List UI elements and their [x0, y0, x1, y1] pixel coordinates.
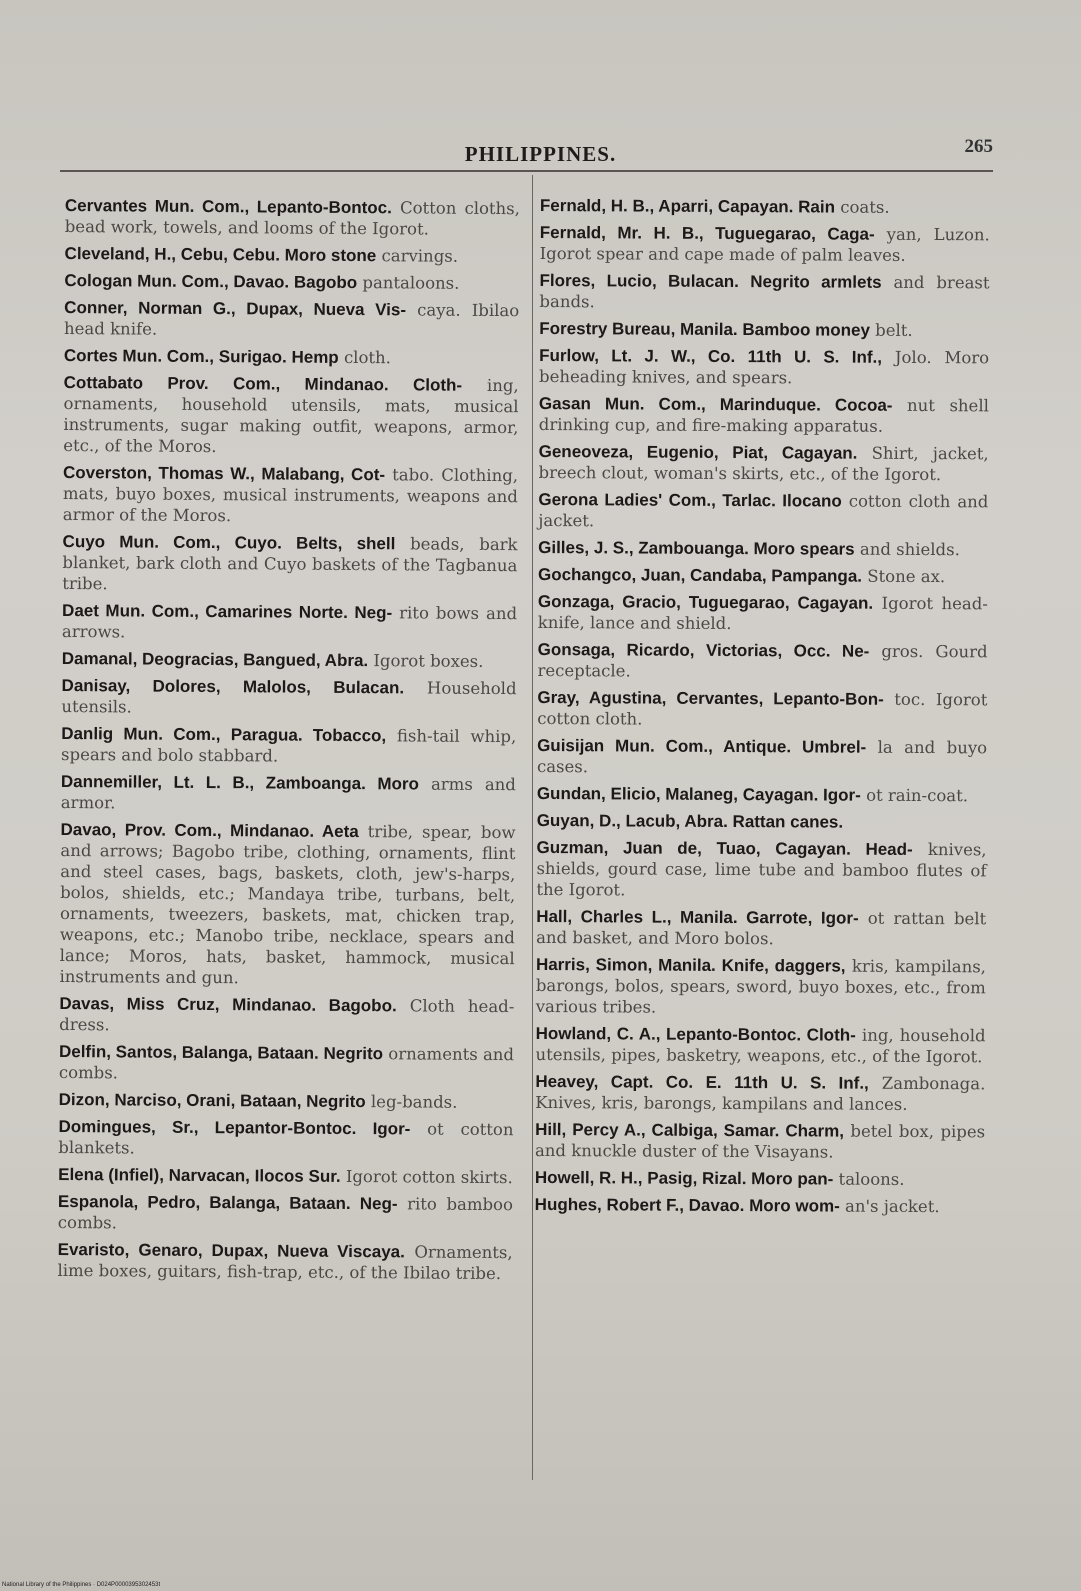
entry-desc: toc. Igorot cotton cloth. — [537, 689, 988, 729]
entry-desc: Igorot cotton skirts. — [345, 1166, 513, 1188]
entry-desc: leg-bands. — [370, 1092, 458, 1112]
entry-desc: taloons. — [838, 1169, 905, 1189]
list-item — [539, 345, 989, 389]
entry-name: Dannemiller, Lt. L. B., Zamboanga. Moro — [60, 771, 419, 794]
entry-desc: fish-tail whip, spears and bolo stabbard. — [61, 726, 517, 766]
entry-desc: Cloth head-dress. — [59, 996, 515, 1035]
entry-desc: nut shell drinking cup, and fire-making apparatus. — [538, 395, 989, 436]
right-column — [535, 195, 990, 1223]
list-item — [536, 906, 986, 950]
entry-desc: Igorot head-knife, lance and shield. — [537, 593, 988, 634]
list-item — [62, 648, 517, 672]
entry-name: Furlow, Lt. J. W., Co. 11th U. S. Inf., — [539, 345, 883, 367]
entry-desc: tabo. Clothing, mats, buyo boxes, musical instruments, weapons and armor of the Moros. — [62, 465, 519, 526]
entry-desc: caya. Ibilao head knife. — [64, 300, 520, 339]
list-item — [64, 270, 519, 294]
entry-name: Damanal, Deogracias, Bangued, Abra. — [61, 648, 369, 671]
entry-name: Forestry Bureau, Manila. Bamboo money — [539, 318, 870, 340]
entry-desc: rito bamboo combs. — [57, 1194, 514, 1233]
entry-desc: cotton cloth and jacket. — [538, 491, 989, 531]
entry-name: Davao, Prov. Com., Mindanao. Aeta — [60, 819, 359, 842]
list-item — [65, 195, 520, 240]
list-item — [59, 1041, 514, 1086]
entry-name: Conner, Norman G., Dupax, Nueva Vis- — [64, 297, 407, 320]
entry-desc: Household utensils. — [61, 678, 517, 717]
page-title: PHILIPPINES. — [464, 142, 617, 166]
entry-name: Dizon, Narciso, Orani, Bataan, Negrito — [58, 1089, 366, 1112]
page-number: 265 — [964, 136, 993, 157]
footer-note: National Library of the Philippines · D024P0000395302453t — [2, 1582, 161, 1588]
entry-desc: kris, kampilans, barongs, bolos, spears, sword, buyo boxes, etc., from various tribes. — [535, 956, 987, 1017]
entry-name: Cologan Mun. Com., Davao. Bagobo — [64, 270, 358, 293]
entry-desc: rito bows and arrows. — [61, 603, 518, 642]
entry-name: Gasan Mun. Com., Marinduque. Cocoa- — [538, 393, 893, 415]
entry-desc: la and buyo cases. — [536, 737, 988, 777]
list-item — [63, 372, 519, 459]
entry-name: Danisay, Dolores, Malolos, Bulacan. — [61, 675, 405, 698]
entry-name: Coverston, Thomas W., Malabang, Cot- — [62, 462, 386, 485]
entry-name: Fernald, H. B., Aparri, Capayan. Rain — [539, 195, 836, 217]
entry-name: Espanola, Pedro, Balanga, Bataan. Neg- — [57, 1191, 398, 1214]
entry-name: Fernald, Mr. H. B., Tuguegarao, Caga- — [539, 222, 875, 244]
entry-name: Daet Mun. Com., Camarines Norte. Neg- — [62, 600, 393, 623]
entry-desc: and shields. — [859, 539, 960, 560]
list-item — [538, 591, 988, 635]
entry-name: Hall, Charles L., Manila. Garrote, Igor- — [536, 906, 859, 928]
entry-name: Hughes, Robert F., Davao. Moro wom- — [534, 1194, 840, 1216]
entry-desc: Stone ax. — [867, 566, 946, 587]
entry-desc: Cotton cloths, bead work, towels, and looms of the Igorot. — [64, 198, 520, 239]
list-item — [58, 1191, 513, 1236]
entry-desc: tribe, spear, bow and arrows; Bagobo tribe, clothing, ornaments, flint and steel cases, bags, baskets, cloth, jew's-harps, bolos, shields, etc.; Mandaya tribe, turbans, belt, ornaments, tweezers, baskets, mat, chicken trap, weapons, etc.; Manobo tribe, necklace, spears and lance; Moros, hats, basket, hammock, musical instruments and gun. — [59, 822, 516, 988]
list-item — [537, 735, 987, 779]
list-item — [59, 1089, 514, 1113]
list-item — [536, 954, 986, 1019]
list-item — [64, 345, 519, 369]
entry-desc: ing, household utensils, pipes, basketry, weapons, etc., of the Igorot. — [535, 1025, 986, 1067]
entry-name: Geneoveza, Eugenio, Piat, Cagayan. — [538, 441, 858, 463]
list-item — [58, 1116, 513, 1161]
entry-desc: cloth. — [343, 347, 392, 368]
header-rule — [60, 170, 993, 172]
entry-desc: betel box, pipes and knuckle duster of the Visayans. — [534, 1121, 986, 1162]
list-item — [61, 723, 516, 768]
list-item — [539, 270, 989, 314]
list-item — [536, 837, 986, 902]
list-item — [540, 195, 990, 218]
list-item — [535, 1071, 985, 1115]
list-item — [61, 771, 516, 816]
entry-desc: knives, shields, gourd case, lime tube and bamboo flutes of the Igorot. — [536, 840, 987, 900]
entry-desc: yan, Luzon. Igorot spear and cape made of palm leaves. — [539, 224, 990, 265]
entry-name: Howland, C. A., Lepanto-Bontoc. Cloth- — [535, 1023, 856, 1045]
entry-desc: belt. — [875, 320, 913, 340]
entry-name: Howell, R. H., Pasig, Rizal. Moro pan- — [534, 1167, 834, 1189]
entry-desc: and breast bands. — [539, 272, 990, 312]
entry-name: Cervantes Mun. Com., Lepanto-Bontoc. — [64, 195, 392, 218]
entry-name: Gochangco, Juan, Candaba, Pampanga. — [537, 564, 863, 586]
list-item — [537, 687, 987, 731]
entry-name: Domingues, Sr., Lepantor-Bontoc. Igor- — [58, 1116, 411, 1139]
list-item — [537, 783, 987, 806]
entry-name: Harris, Simon, Manila. Knife, daggers, — [535, 954, 846, 976]
entry-desc: Shirt, jacket, breech clout, woman's skirts, etc., of the Igorot. — [538, 443, 989, 485]
entry-desc: Igorot boxes. — [373, 651, 484, 671]
list-item — [58, 1164, 513, 1188]
list-item — [59, 819, 515, 990]
entry-name: Elena (Infiel), Narvacan, Ilocos Sur. — [58, 1164, 341, 1186]
entry-name: Gundan, Elicio, Malaneg, Cayagan. Igor- — [536, 783, 861, 805]
list-item — [65, 243, 520, 267]
entry-name: Davas, Miss Cruz, Mindanao. Bagobo. — [59, 993, 397, 1016]
list-item — [535, 1167, 985, 1190]
entry-name: Cuyo Mun. Com., Cuyo. Belts, shell — [62, 531, 396, 554]
entry-desc: an's jacket. — [845, 1196, 940, 1217]
list-item — [64, 297, 519, 342]
entry-desc: gros. Gourd receptacle. — [537, 641, 988, 681]
entry-name: Danlig Mun. Com., Paragua. Tobacco, — [61, 723, 387, 746]
entry-name: Hill, Percy A., Calbiga, Samar. Charm, — [535, 1119, 845, 1141]
entry-desc: arms and armor. — [60, 774, 516, 813]
entry-desc: ot cotton blankets. — [58, 1119, 514, 1158]
list-item — [62, 600, 517, 645]
list-item — [540, 222, 990, 266]
entry-desc: ot rattan belt and basket, and Moro bolos. — [536, 908, 987, 949]
list-item — [57, 1239, 512, 1284]
entry-name: Guzman, Juan de, Tuao, Cagayan. Head- — [536, 837, 913, 859]
entry-name: Gonzaga, Gracio, Tuguegarao, Cagayan. — [537, 591, 874, 613]
list-item — [539, 393, 989, 437]
entry-name: Gerona Ladies' Com., Tarlac. Ilocano — [538, 489, 842, 511]
column-divider — [532, 175, 533, 1480]
entry-desc: Jolo. Moro beheading knives, and spears. — [538, 347, 990, 388]
entry-desc: Ornaments, lime boxes, guitars, fish-trap, etc., of the Ibilao tribe. — [57, 1242, 513, 1284]
entry-desc: coats. — [840, 197, 890, 217]
entry-desc: Zambonaga. Knives, kris, barongs, kampilans and lances. — [535, 1073, 986, 1114]
entry-name: Guyan, D., Lacub, Abra. Rattan canes. — [536, 810, 844, 832]
list-item — [537, 810, 987, 833]
list-item — [539, 318, 989, 341]
list-item — [59, 993, 514, 1038]
entry-desc: ing, ornaments, household utensils, mats, musical instruments, sugar making outfit, weapons, armor, etc., of the Moros. — [63, 375, 519, 457]
list-item — [535, 1023, 985, 1067]
list-item — [538, 441, 988, 485]
entry-name: Delfin, Santos, Balanga, Bataan. Negrito — [58, 1041, 384, 1064]
entry-name: Cottabato Prov. Com., Mindanao. Cloth- — [63, 372, 463, 395]
list-item — [538, 489, 988, 533]
list-item — [63, 462, 518, 528]
list-item — [538, 537, 988, 560]
entry-name: Cortes Mun. Com., Surigao. Hemp — [63, 345, 339, 367]
list-item — [538, 564, 988, 587]
entry-name: Guisijan Mun. Com., Antique. Umbrel- — [537, 735, 867, 757]
entry-name: Gilles, J. S., Zambouanga. Moro spears — [538, 537, 855, 559]
entry-name: Gonsaga, Ricardo, Victorias, Occ. Ne- — [537, 639, 870, 661]
entry-desc: ot rain-coat. — [866, 785, 969, 806]
entry-name: Flores, Lucio, Bulacan. Negrito armlets — [539, 270, 882, 292]
entry-desc: pantaloons. — [362, 273, 460, 293]
left-column — [57, 195, 520, 1290]
entry-name: Cleveland, H., Cebu, Cebu. Moro stone — [64, 243, 377, 266]
entry-desc: carvings. — [381, 246, 459, 266]
entry-desc: ornaments and combs. — [58, 1044, 515, 1083]
entry-name: Gray, Agustina, Cervantes, Lepanto-Bon- — [537, 687, 884, 709]
list-item — [535, 1194, 985, 1217]
entry-desc: beads, bark blanket, bark cloth and Cuyo baskets of the Tagbanua tribe. — [62, 534, 518, 594]
list-item — [535, 1119, 985, 1163]
entry-name: Evaristo, Genaro, Dupax, Nueva Viscaya. — [57, 1239, 405, 1262]
entry-name: Heavey, Capt. Co. E. 11th U. S. Inf., — [535, 1071, 869, 1093]
list-item — [62, 531, 517, 597]
list-item — [537, 639, 987, 683]
list-item — [61, 675, 516, 720]
